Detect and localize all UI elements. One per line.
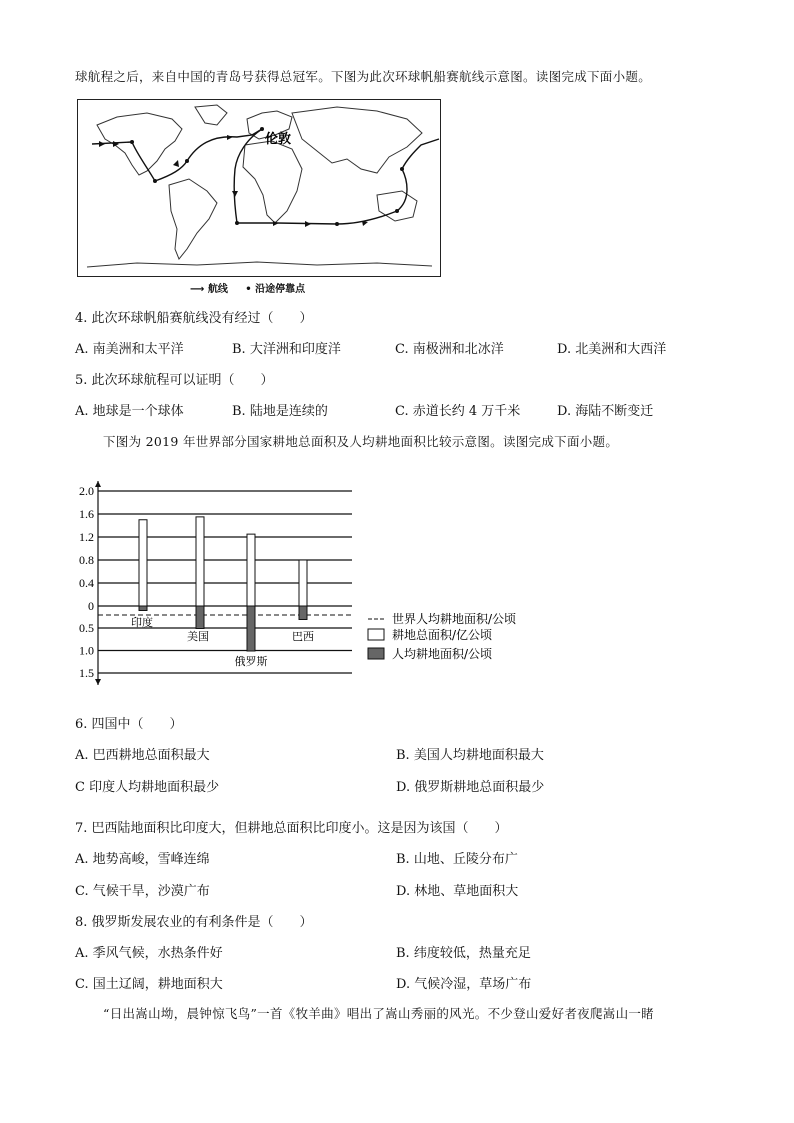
legend-per-capita-icon (368, 648, 384, 659)
q8-option-d[interactable]: D. 气候冷湿，草场广布 (396, 977, 532, 992)
q5-option-a[interactable]: A. 地球是一个球体 (75, 404, 184, 419)
bar-per-capita-3 (299, 606, 307, 620)
q7-option-a[interactable]: A. 地势高峻，雪峰连绵 (75, 852, 210, 867)
farmland-chart (70, 478, 570, 712)
y-tick-label: 0.8 (79, 553, 94, 567)
y-tick-label: 2.0 (79, 484, 94, 498)
y-tick-label: 0.4 (79, 576, 94, 590)
bar-total-3 (299, 560, 307, 608)
y-axis-arrow-up (95, 481, 101, 487)
q7-option-c[interactable]: C. 气候干旱，沙漠广布 (75, 884, 210, 899)
bar-per-capita-1 (196, 606, 204, 629)
q6-option-c[interactable]: C 印度人均耕地面积最少 (75, 780, 220, 795)
y-axis-arrow-down (95, 679, 101, 685)
q7-option-b[interactable]: B. 山地、丘陵分布广 (396, 852, 518, 867)
intro-text-1: 球航程之后，来自中国的青岛号获得总冠军。下图为此次环球帆船赛航线示意图。读图完成下面小题。 (75, 69, 652, 84)
legend-total: 耕地总面积/亿公顷 (392, 628, 493, 642)
q8-option-b[interactable]: B. 纬度较低，热量充足 (396, 946, 531, 961)
y-tick-label: 1.2 (79, 530, 94, 544)
q6-option-b[interactable]: B. 美国人均耕地面积最大 (396, 748, 544, 763)
q8-option-c[interactable]: C. 国土辽阔，耕地面积大 (75, 977, 223, 992)
y-tick-label: 1.6 (79, 507, 94, 521)
q5-option-b[interactable]: B. 陆地是连续的 (232, 404, 328, 419)
q4-option-d[interactable]: D. 北美洲和大西洋 (557, 342, 667, 357)
q6-stem: 6. 四国中（ ） (75, 717, 183, 732)
bar-per-capita-0 (139, 606, 147, 611)
q8-option-a[interactable]: A. 季风气候，水热条件好 (75, 946, 223, 961)
q4-option-a[interactable]: A. 南美洲和太平洋 (75, 342, 184, 357)
bar-total-0 (139, 520, 147, 608)
q6-option-a[interactable]: A. 巴西耕地总面积最大 (75, 748, 210, 763)
legend-world-average: 世界人均耕地面积/公顷 (392, 612, 517, 626)
map-legend (190, 280, 305, 295)
q5-option-c[interactable]: C. 赤道长约 4 万千米 (395, 404, 521, 419)
intro-text-3: “日出嵩山坳，晨钟惊飞鸟”一首《牧羊曲》唱出了嵩山秀丽的风光。不少登山爱好者夜爬嵩山一睹 (103, 1006, 654, 1021)
legend-per-capita: 人均耕地面积/公顷 (392, 647, 493, 661)
farmland-chart-svg (70, 478, 570, 708)
category-label-0: 印度 (131, 616, 153, 629)
q7-stem: 7. 巴西陆地面积比印度大，但耕地总面积比印度小。这是因为该国（ ） (75, 821, 508, 836)
legend-stop: 沿途停靠点 (255, 284, 306, 295)
legend-route: 航线 (207, 284, 228, 295)
q7-option-d[interactable]: D. 林地、草地面积大 (396, 884, 519, 899)
world-map-svg (77, 99, 441, 277)
intro-text-2: 下图为 2019 年世界部分国家耕地总面积及人均耕地面积比较示意图。读图完成下面小题。 (103, 434, 619, 449)
stop-dot-icon: • (245, 284, 252, 295)
q6-option-d[interactable]: D. 俄罗斯耕地总面积最少 (396, 780, 545, 795)
q5-option-d[interactable]: D. 海陆不断变迁 (557, 404, 654, 419)
y-tick-label: 1.5 (79, 666, 94, 680)
bar-total-2 (247, 534, 255, 608)
category-label-3: 巴西 (292, 630, 314, 643)
q4-option-c[interactable]: C. 南极洲和北冰洋 (395, 342, 504, 357)
route-arrow-icon: ⟶ (190, 284, 205, 295)
london-label: 伦敦 (265, 132, 292, 147)
bar-per-capita-2 (247, 606, 255, 651)
y-tick-label: 0.5 (79, 621, 94, 635)
y-tick-label: 1.0 (79, 643, 94, 658)
sailing-route-map (77, 99, 441, 277)
q4-stem: 4. 此次环球帆船赛航线没有经过（ ） (75, 311, 313, 326)
legend-total-icon (368, 629, 384, 640)
category-label-2: 俄罗斯 (234, 655, 268, 668)
q5-stem: 5. 此次环球航程可以证明（ ） (75, 373, 274, 388)
category-label-1: 美国 (187, 630, 209, 643)
y-tick-label: 0 (88, 599, 94, 613)
q4-option-b[interactable]: B. 大洋洲和印度洋 (232, 342, 341, 357)
bar-total-1 (196, 517, 204, 608)
q8-stem: 8. 俄罗斯发展农业的有利条件是（ ） (75, 915, 313, 930)
